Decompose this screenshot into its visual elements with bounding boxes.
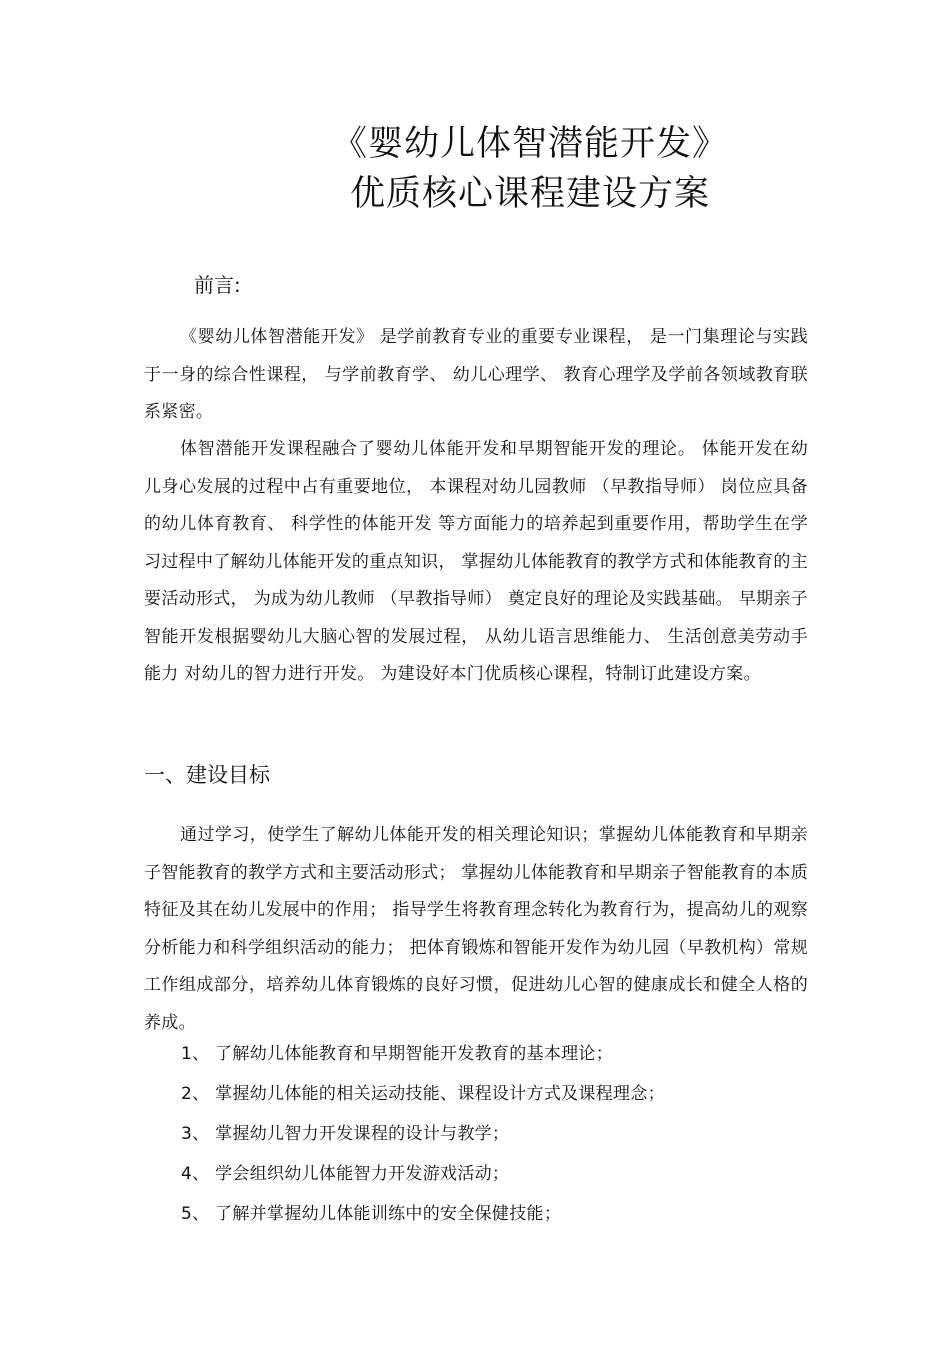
section-paragraph: 通过学习，使学生了解幼儿体能开发的相关理论知识；掌握幼儿体能教育和早期亲子智能教育的教学方式和主要活动形式； 掌握幼儿体能教育和早期亲子智能教育的本质特征及其在幼儿发展中的作用； 指导学生将教育理念转化为教育行为，提高幼儿的观察分析能力和科学组织活动的能力； 把体育锻炼和智能开发作为幼儿园（早教机构）常规工作组成部分，培养幼儿体育锻炼的良好习惯，促进幼儿心智的健康成长和健全人格的养成。: [144, 825, 808, 1033]
goal-item: 1、 了解幼儿体能教育和早期智能开发教育的基本理论；: [181, 1044, 614, 1064]
goal-item: 5、 了解并掌握幼儿体能训练中的安全保健技能；: [181, 1204, 562, 1224]
section-heading: 一、建设目标: [144, 763, 270, 787]
goal-item: 4、 学会组织幼儿体能智力开发游戏活动；: [181, 1164, 510, 1184]
preface-paragraph: 体智潜能开发课程融合了婴幼儿体能开发和早期智能开发的理论。 体能开发在幼儿身心发展的过程中占有重要地位， 本课程对幼儿园教师 （早教指导师） 岗位应具备的幼儿体育教育、 科学性的体能开发 等方面能力的培养起到重要作用，帮助学生在学习过程中了解幼儿体能开发的重点知识， 掌握幼儿体能教育的教学方式和体能教育的主要活动形式， 为成为幼儿教师 （早教指导师） 奠定良好的理论及实践基础。 早期亲子智能开发根据婴幼儿大脑心智的发展过程， 从幼儿语言思维能力、 生活创意美劳动手能力 对幼儿的智力进行开发。 为建设好本门优质核心课程，特制订此建设方案。: [144, 439, 808, 684]
preface-label: 前言:: [194, 273, 241, 297]
goal-item: 3、 掌握幼儿智力开发课程的设计与教学；: [181, 1124, 510, 1144]
goal-list: [181, 1034, 665, 1234]
preface-paragraph: 《婴幼儿体智潜能开发》 是学前教育专业的重要专业课程， 是一门集理论与实践于一身的综合性课程， 与学前教育学、 幼儿心理学、 教育心理学及学前各领域教育联系紧密。: [144, 327, 808, 422]
goal-item: 2、 掌握幼儿体能的相关运动技能、课程设计方式及课程理念；: [181, 1084, 665, 1104]
document-title-line2: 优质核心课程建设方案: [349, 174, 710, 214]
document-title-line1: 《婴幼儿体智潜能开发》: [331, 124, 728, 164]
